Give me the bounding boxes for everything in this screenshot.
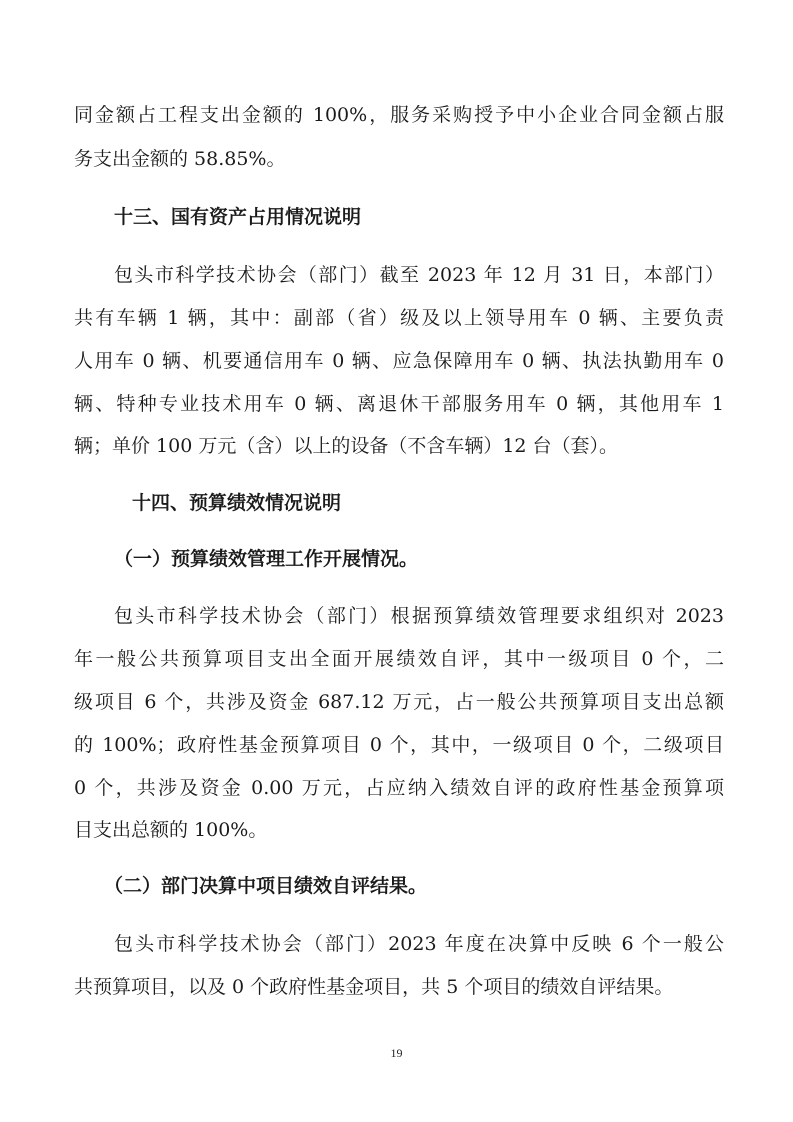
paragraph-line: 的 100%；政府性基金预算项目 0 个，其中，一级项目 0 个，二级项目 [74, 734, 724, 756]
subsection-heading-1: （一）预算绩效管理工作开展情况。 [114, 548, 419, 570]
paragraph-line: 同金额占工程支出金额的 100%，服务采购授予中小企业合同金额占服 [74, 104, 724, 126]
paragraph-line: 年一般公共预算项目支出全面开展绩效自评，其中一级项目 0 个，二 [74, 648, 724, 670]
section-heading-14: 十四、预算绩效情况说明 [132, 492, 342, 514]
section-heading-13: 十三、国有资产占用情况说明 [114, 206, 362, 228]
paragraph-line: 0 个，共涉及资金 0.00 万元，占应纳入绩效自评的政府性基金预算项 [74, 777, 724, 799]
paragraph-line: 级项目 6 个，共涉及资金 687.12 万元，占一般公共预算项目支出总额 [74, 691, 724, 713]
paragraph-line: 辆、特种专业技术用车 0 辆、离退休干部服务用车 0 辆，其他用车 1 [74, 393, 724, 415]
paragraph-line: 共有车辆 1 辆，其中：副部（省）级及以上领导用车 0 辆、主要负责 [74, 307, 724, 329]
subsection-heading-2: （二）部门决算中项目绩效自评结果。 [104, 875, 428, 897]
paragraph-line: 人用车 0 辆、机要通信用车 0 辆、应急保障用车 0 辆、执法执勤用车 0 [74, 350, 724, 372]
paragraph-line: 目支出总额的 100%。 [74, 819, 268, 841]
paragraph-line: 共预算项目，以及 0 个政府性基金项目，共 5 个项目的绩效自评结果。 [74, 976, 674, 998]
page-number: 19 [390, 1046, 403, 1060]
paragraph-line: 包头市科学技术协会（部门）截至 2023 年 12 月 31 日，本部门） [114, 264, 724, 286]
paragraph-line: 务支出金额的 58.85%。 [74, 148, 286, 170]
paragraph-line: 辆；单价 100 万元（含）以上的设备（不含车辆）12 台（套）。 [74, 435, 619, 457]
paragraph-line: 包头市科学技术协会（部门）根据预算绩效管理要求组织对 2023 [114, 605, 724, 627]
paragraph-line: 包头市科学技术协会（部门）2023 年度在决算中反映 6 个一般公 [114, 933, 724, 955]
